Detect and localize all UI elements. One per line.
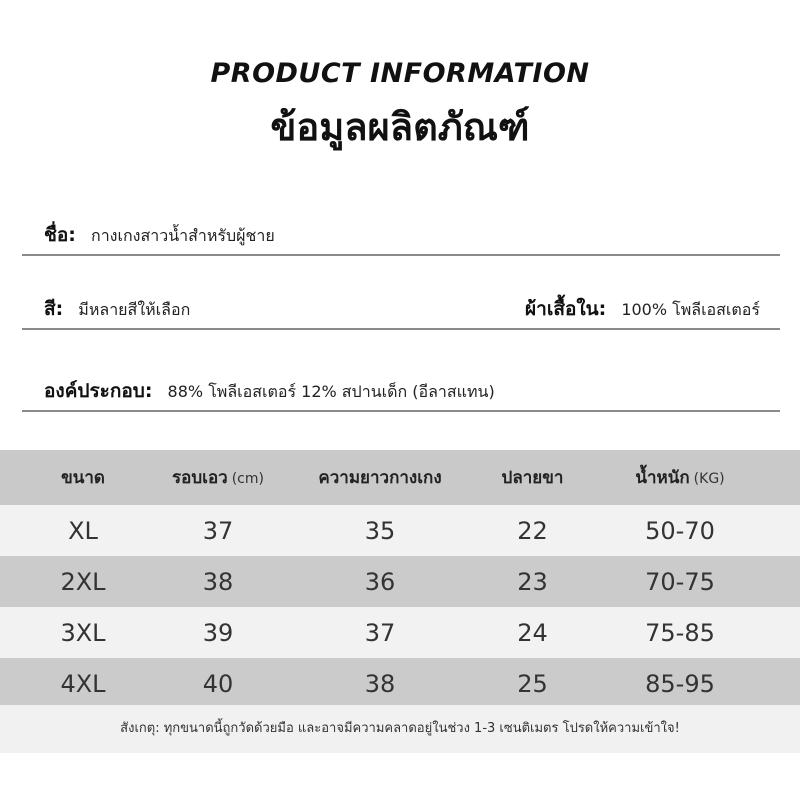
cell-waist: 39 — [202, 618, 234, 647]
cell-leg-opening: 22 — [517, 516, 548, 545]
size-table — [0, 450, 800, 709]
table-row — [0, 607, 800, 658]
color-label: สี: — [44, 298, 64, 320]
header-size — [18, 464, 148, 491]
composition-value: 88% โพลีเอสเตอร์ 12% สปานเด็ก (อีลาสแทน) — [167, 382, 495, 401]
cell-weight: 50-70 — [645, 516, 715, 545]
cell-size: XL — [68, 516, 98, 545]
cell-size: 2XL — [60, 567, 106, 596]
header-size-label: ขนาด — [61, 468, 105, 488]
header-length — [290, 464, 470, 491]
info-row-name — [22, 218, 780, 256]
measurement-note: สังเกตุ: ทุกขนาดนี้ถูกวัดด้วยมือ และอาจมีความคลาดอยู่ในช่วง 1-3 เซนติเมตร โปรดให้ความเข้าใจ! — [0, 705, 800, 753]
lining-label: ผ้าเสื้อใน: — [525, 298, 607, 320]
cell-leg-opening: 25 — [517, 669, 548, 698]
title-thai: ข้อมูลผลิตภัณฑ์ — [270, 105, 530, 149]
header-waist-unit: (cm) — [231, 471, 264, 487]
cell-size: 3XL — [60, 618, 106, 647]
color-value: มีหลายสีให้เลือก — [78, 300, 191, 319]
cell-length: 35 — [364, 516, 396, 545]
cell-length: 38 — [364, 669, 396, 698]
info-row-color-lining — [22, 292, 780, 330]
cell-leg-opening: 24 — [517, 618, 548, 647]
cell-weight: 85-95 — [645, 669, 715, 698]
cell-leg-opening: 23 — [517, 567, 548, 596]
header-waist-label: รอบเอว — [172, 468, 228, 488]
cell-waist: 38 — [202, 567, 234, 596]
table-header-row — [0, 450, 800, 505]
title-english: PRODUCT INFORMATION — [210, 58, 590, 89]
header-leg-opening — [470, 464, 595, 491]
cell-waist: 40 — [202, 669, 234, 698]
info-row-composition — [22, 374, 780, 412]
cell-length: 36 — [364, 567, 396, 596]
cell-length: 37 — [364, 618, 396, 647]
cell-waist: 37 — [202, 516, 234, 545]
cell-weight: 75-85 — [645, 618, 715, 647]
table-row — [0, 556, 800, 607]
header-length-label: ความยาวกางเกง — [318, 468, 442, 488]
table-row — [0, 658, 800, 709]
header-waist — [148, 464, 288, 491]
cell-size: 4XL — [60, 669, 106, 698]
table-row — [0, 505, 800, 556]
name-label: ชื่อ: — [44, 224, 76, 246]
cell-weight: 70-75 — [645, 567, 715, 596]
header-weight-label: น้ำหนัก — [635, 468, 690, 488]
header-leg-opening-label: ปลายขา — [501, 468, 564, 488]
lining-value: 100% โพลีเอสเตอร์ — [621, 300, 760, 319]
composition-label: องค์ประกอบ: — [44, 380, 153, 402]
header-weight — [595, 464, 765, 491]
header-weight-unit: (KG) — [693, 471, 725, 487]
name-value: กางเกงสาวน้ำสำหรับผู้ชาย — [91, 226, 275, 245]
